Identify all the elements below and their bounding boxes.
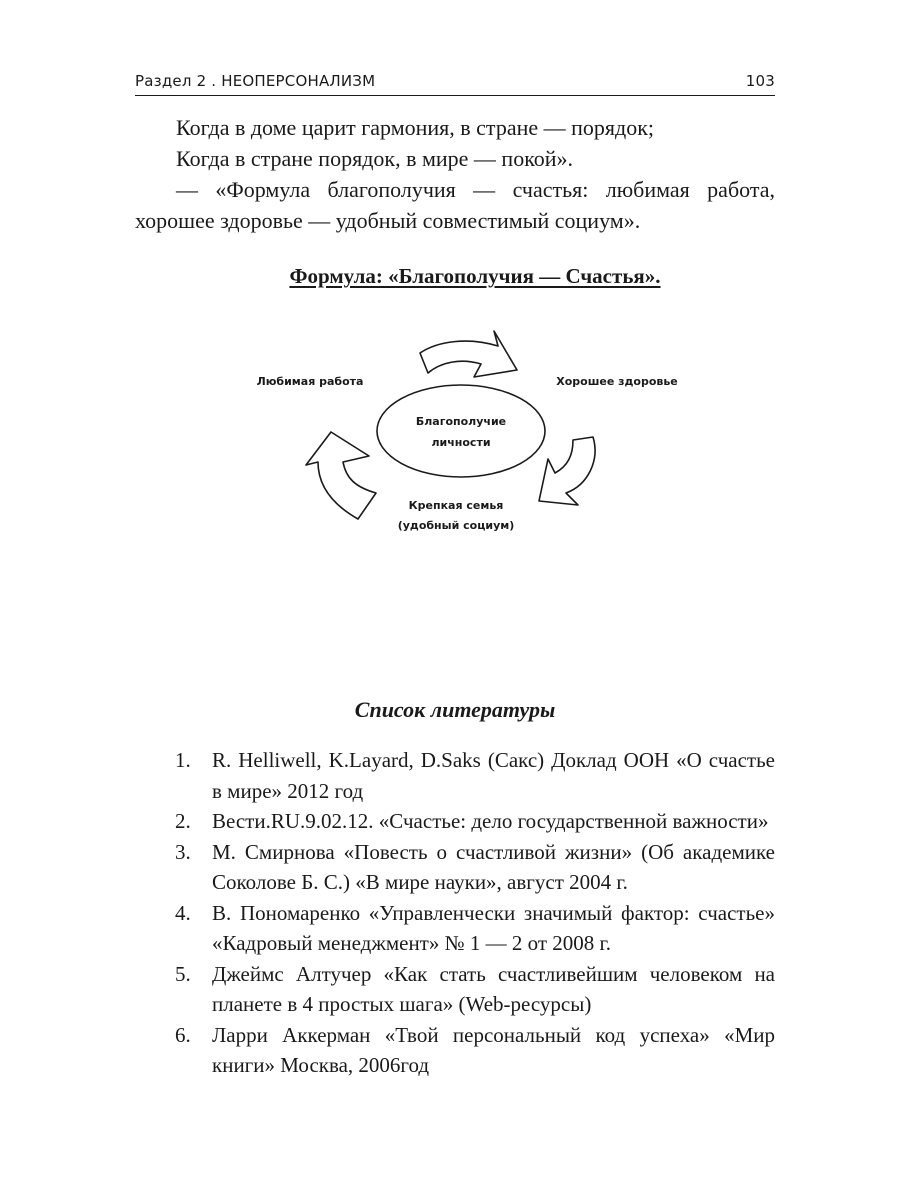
reference-item [175,1020,775,1081]
label-strong-family: Крепкая семья [408,499,504,512]
reference-item [175,837,775,898]
reference-text: М. Смирнова «Повесть о счастливой жизни» (Об академике Соколове Б. С.) «В мире науки», август 2004 г. [212,839,775,894]
reference-number: 2. [175,809,191,833]
cycle-arrow-right [539,437,595,505]
references-heading: Список литературы [354,697,556,722]
quote-line-2: Когда в стране порядок, в мире — покой». [176,146,574,171]
reference-number: 6. [175,1022,191,1047]
reference-text: R. Helliwell, K.Layard, D.Saks (Сакс) Доклад ООН «О счастье в мире» 2012 год [212,748,775,803]
label-comfortable-society: (удобный социум) [397,519,515,532]
reference-item [175,959,775,1020]
center-label-line2: личности [431,436,491,449]
reference-item [175,745,775,806]
reference-text: Ларри Аккерман «Твой персональный код успеха» «Мир книги» Москва, 2006год [212,1022,775,1077]
reference-item [175,806,775,837]
reference-number: 5. [175,961,191,986]
reference-number: 1. [175,748,191,772]
reference-number: 3. [175,839,191,864]
formula-title: Формула: «Благополучия — Счастья». [289,264,661,288]
center-ellipse [377,385,545,477]
reference-text: Джеймс Алтучер «Как стать счастливейшим человеком на планете в 4 простых шага» (Web-ресурсы) [212,961,775,1016]
cycle-arrow-top [420,331,517,377]
cycle-arrow-left [306,432,376,519]
formula-quote: — «Формула благополучия — счастья: любимая работа, хорошее здоровье — удобный совместимый социум». [135,177,775,233]
reference-item [175,898,775,959]
reference-number: 4. [175,900,191,925]
quote-line-1: Когда в доме царит гармония, в стране — порядок; [176,115,655,140]
references-list [175,745,775,1081]
section-title: Раздел 2 . НЕОПЕРСОНАЛИЗМ [135,72,376,90]
reference-text: В. Пономаренко «Управленчески значимый фактор: счастье» «Кадровый менеджмент» № 1 — 2 от 2008 г. [212,900,775,955]
label-favorite-work: Любимая работа [256,375,364,388]
label-good-health: Хорошее здоровье [556,375,678,388]
page-number: 103 [745,72,775,90]
center-label-line1: Благополучие [415,415,507,428]
reference-text: Вести.RU.9.02.12. «Счастье: дело государственной важности» [212,809,769,833]
